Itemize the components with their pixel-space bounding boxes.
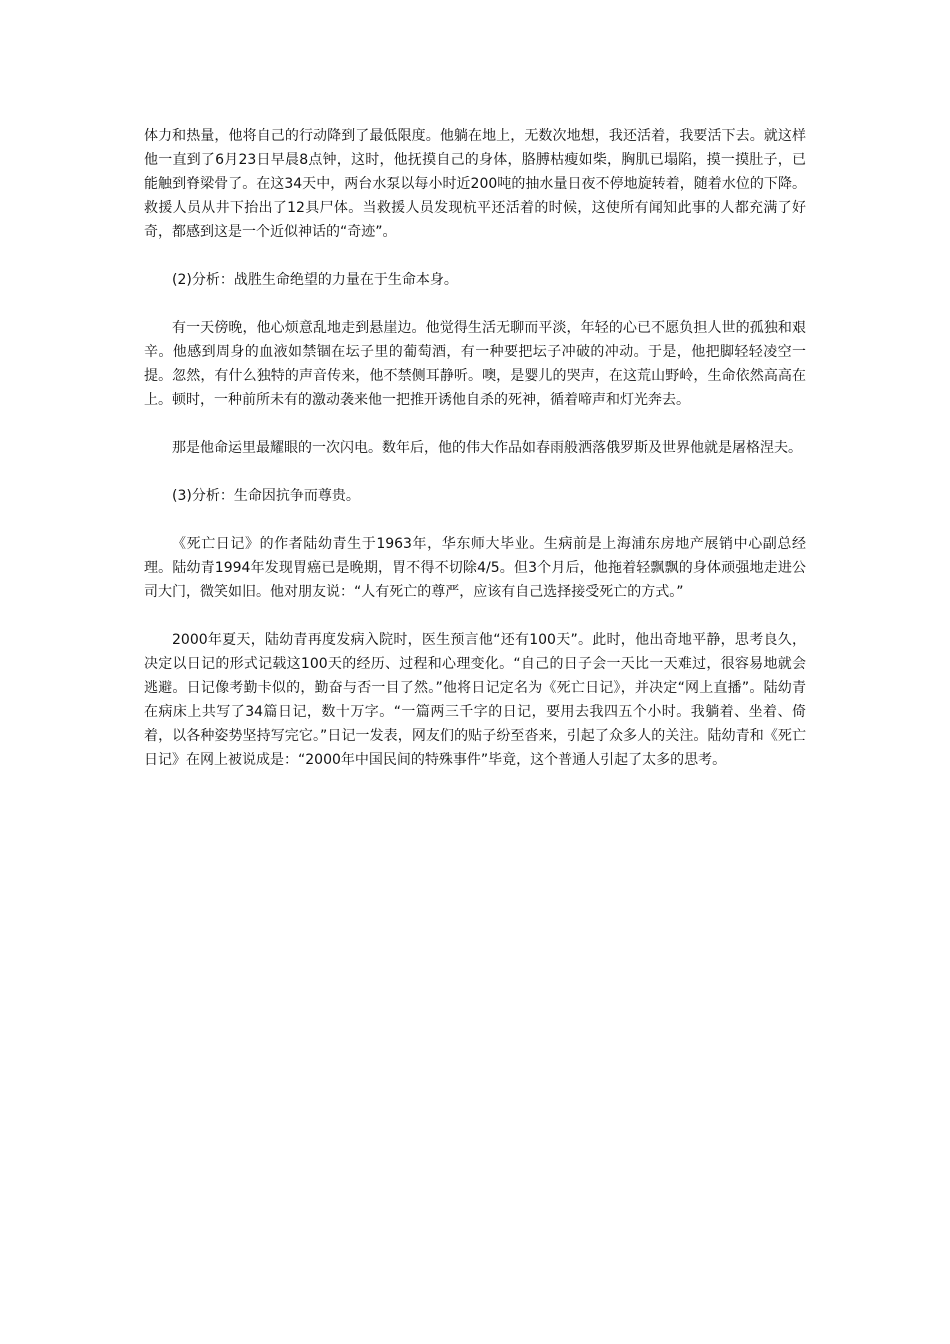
paragraph-lu-youqing-intro: 《死亡日记》的作者陆幼青生于1963年，华东师大毕业。生病前是上海浦东房地产展销中心副总经理。陆幼青1994年发现胃癌已是晚期，胃不得不切除4/5。但3个月后，他拖着轻飘飘的身体顽强地走进公司大门，微笑如旧。他对朋友说：“人有死亡的尊严，应该有自己选择接受死亡的方式。” xyxy=(144,536,806,600)
paragraph-cliff-story: 有一天傍晚，他心烦意乱地走到悬崖边。他觉得生活无聊而平淡，年轻的心已不愿负担人世的孤独和艰辛。他感到周身的血液如禁锢在坛子里的葡萄酒，有一种要把坛子冲破的冲动。于是，他把脚轻轻凌空一提。忽然，有什么独特的声音传来，他不禁侧耳静听。噢，是婴儿的哭声，在这荒山野岭，生命依然高高在上。顿时，一种前所未有的激动袭来他一把推开诱他自杀的死神，循着啼声和灯光奔去。 xyxy=(144,320,806,408)
paragraph-hang-ping-survival: 体力和热量，他将自己的行动降到了最低限度。他躺在地上，无数次地想，我还活着，我要活下去。就这样他一直到了6月23日早晨8点钟，这时，他抚摸自己的身体，胳膊枯瘦如柴，胸肌已塌陷，摸一摸肚子，已能触到脊梁骨了。在这34天中，两台水泵以每小时近200吨的抽水量日夜不停地旋转着，随着水位的下降。救援人员从井下抬出了12具尸体。当救援人员发现杭平还活着的时候，这使所有闻知此事的人都充满了好奇，都感到这是一个近似神话的“奇迹”。 xyxy=(144,128,806,240)
document-body xyxy=(144,124,806,796)
paragraph-death-diary: 2000年夏天，陆幼青再度发病入院时，医生预言他“还有100天”。此时，他出奇地平静，思考良久，决定以日记的形式记载这100天的经历、过程和心理变化。“自己的日子会一天比一天难过，很容易地就会逃避。日记像考勤卡似的，勤奋与否一目了然。”他将日记定名为《死亡日记》，并决定“网上直播”。陆幼青在病床上共写了34篇日记，数十万字。“一篇两三千字的日记，要用去我四五个小时。我躺着、坐着、倚着，以各种姿势坚持写完它。”日记一发表，网友们的贴子纷至沓来，引起了众多人的关注。陆幼青和《死亡日记》在网上被说成是：“2000年中国民间的特殊事件”毕竟，这个普通人引起了太多的思考。 xyxy=(144,632,806,768)
analysis-heading-2: (2)分析：战胜生命绝望的力量在于生命本身。 xyxy=(172,272,458,288)
paragraph-turgenev: 那是他命运里最耀眼的一次闪电。数年后，他的伟大作品如春雨般洒落俄罗斯及世界他就是屠格涅夫。 xyxy=(172,440,802,456)
analysis-heading-3: (3)分析：生命因抗争而尊贵。 xyxy=(172,488,360,504)
